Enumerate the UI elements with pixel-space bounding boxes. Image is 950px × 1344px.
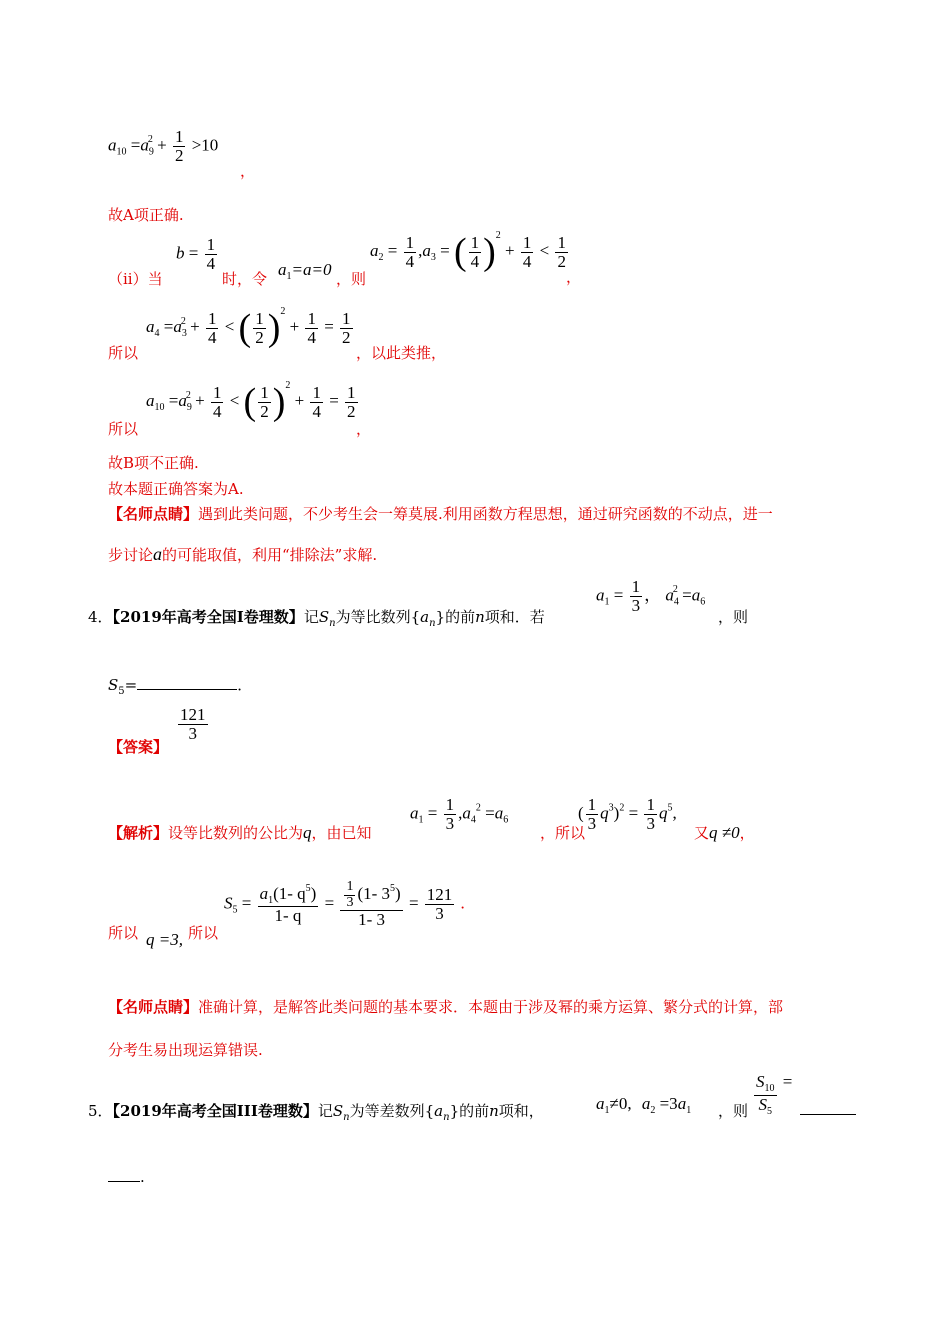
analysis-4-cond: 又q ≠0， xyxy=(694,823,755,842)
case-ii-time: 时，令 xyxy=(222,270,268,288)
case-ii-ze: ，则 xyxy=(336,270,367,288)
tip1-line1: 【名师点睛】遇到此类问题，不少考生会一筹莫展.利用函数方程思想，通过研究函数的不动点，进一 xyxy=(108,505,773,523)
question-4: 4．【2019年高考全国I卷理数】记$S_n$为等比数列$\{a_n\}$的前n项和．若 xyxy=(88,608,545,629)
analysis-4-formula: $a_1$ = $\frac{1}{3}$ $,a_4^2 =a_6$ xyxy=(410,795,509,833)
q4-condition: $a_1$ = $\frac{1}{3}$ ， $a_4^2 =a_6$ xyxy=(596,577,706,615)
formula-b: b = $\frac{1}{4}$ xyxy=(176,235,216,273)
fraction: $\frac{1}{2}$ xyxy=(174,127,184,165)
answer-value: $\frac{121}{3}$ xyxy=(180,705,206,743)
q5-ze: ，则 xyxy=(718,1102,749,1120)
formula-a1: $a_1=a=0$ xyxy=(278,260,332,282)
formula-a2-a3: $a_2$ = $\frac{1}{4}$ $,a_3$ = ( $\frac{1}{4}$ )$^2$ + $\frac{1}{4}$ < $\frac{1}{2}$ xyxy=(370,230,566,274)
suoyi: 所以 xyxy=(108,924,139,942)
q5-conditions: $a_1\ne 0$, $a_2 =3a_1$ xyxy=(596,1094,692,1116)
analysis-4-text: 【解析】设等比数列的公比为q，由已知 xyxy=(108,823,372,842)
suoyi: 所以 xyxy=(188,924,219,942)
analysis-4-power: ( $\frac{1}{3}$ $q^3)^2$ = $\frac{1}{3}$ $q^5$, xyxy=(578,795,677,833)
answer-blank[interactable] xyxy=(137,689,237,690)
tip1-line2: 步讨论a的可能取值，利用“排除法”求解. xyxy=(108,544,378,564)
suoyi: 所以 xyxy=(108,344,139,362)
q5-blank-tail: . xyxy=(108,1168,145,1186)
formula-a10-second: $a_{10} =a_9^2$ + $\frac{1}{4}$ < ( $\frac{1}{2}$ )$^2$ + $\frac{1}{4}$ = $\frac{1}{2}$ xyxy=(146,380,356,424)
conclusion-a: 故A项正确. xyxy=(108,206,184,224)
answer-blank-cont[interactable] xyxy=(108,1181,140,1182)
question-5: 5．【2019年高考全国III卷理数】记$S_n$为等差数列$\{a_n\}$的前n项和， xyxy=(88,1102,544,1123)
q4-ze: ，则 xyxy=(718,608,749,626)
line-a4-tail: ，以此类推， xyxy=(356,344,447,362)
tip2-line2: 分考生易出现运算错误. xyxy=(108,1041,263,1059)
case-ii-prefix: （ii）当 xyxy=(108,270,163,288)
sum-formula: $S_5$ = $\frac{a_1(1- q^5)}{1- q}$ = $\frac{1}{3}$ (1- $3^5$) 1- 3 = $\frac{121}{3}$ . xyxy=(224,879,465,930)
answer-blank[interactable] xyxy=(800,1114,856,1115)
analysis-4-suoyi: ，所以 xyxy=(540,824,586,842)
formula-a10-first: $a_{10} =a_9^2$ + $\frac{1}{2}$ >10 xyxy=(108,127,219,165)
conclusion-final: 故本题正确答案为A. xyxy=(108,480,244,498)
comma: ， xyxy=(240,162,256,180)
comma: ， xyxy=(356,420,372,438)
q5-ratio: $\frac{S_{10}}{S_5}$ = xyxy=(756,1072,793,1117)
suoyi: 所以 xyxy=(108,420,139,438)
comma: ， xyxy=(566,268,582,286)
conclusion-b: 故B项不正确. xyxy=(108,454,199,472)
q-value: q =3, xyxy=(146,930,183,949)
formula-a4: $a_4 =a_3^2$ + $\frac{1}{4}$ < ( $\frac{1}{2}$ )$^2$ + $\frac{1}{4}$ = $\frac{1}{2}$ xyxy=(146,306,351,350)
answer-label: 【答案】 xyxy=(108,738,169,756)
q4-blank-line: $S_5=$ ． xyxy=(108,676,253,697)
tip2-line1: 【名师点睛】准确计算，是解答此类问题的基本要求．本题由于涉及幂的乘方运算、繁分式的计算，部 xyxy=(108,998,784,1016)
